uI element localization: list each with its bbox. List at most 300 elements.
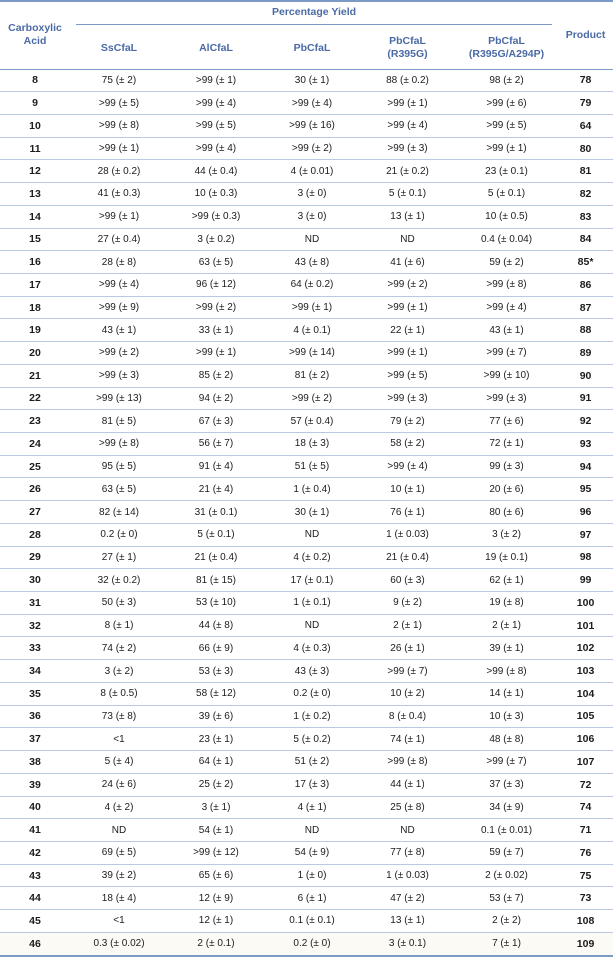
yield-cell: 21 (± 0.2)	[360, 160, 455, 183]
yield-cell: 43 (± 1)	[455, 319, 558, 342]
product-cell: 94	[558, 455, 613, 478]
product-cell: 107	[558, 751, 613, 774]
table-row	[0, 251, 613, 274]
acid-cell: 30	[0, 569, 70, 592]
product-cell: 95	[558, 478, 613, 501]
table-row	[0, 455, 613, 478]
yield-cell: >99 (± 7)	[455, 751, 558, 774]
yield-cell: 18 (± 4)	[70, 887, 168, 910]
table-row	[0, 705, 613, 728]
table-row	[0, 205, 613, 228]
yield-cell: >99 (± 4)	[360, 455, 455, 478]
product-cell: 98	[558, 546, 613, 569]
yield-cell: >99 (± 4)	[70, 273, 168, 296]
yield-cell: 20 (± 6)	[455, 478, 558, 501]
product-cell: 93	[558, 433, 613, 456]
yield-cell: 10 (± 1)	[360, 478, 455, 501]
table-row	[0, 92, 613, 115]
table-row	[0, 592, 613, 615]
yield-cell: 19 (± 8)	[455, 592, 558, 615]
yield-cell: 5 (± 4)	[70, 751, 168, 774]
yield-cell: ND	[70, 819, 168, 842]
yield-cell: >99 (± 1)	[360, 342, 455, 365]
yield-cell: 4 (± 0.3)	[264, 637, 360, 660]
yield-cell: 26 (± 1)	[360, 637, 455, 660]
yield-cell: 2 (± 1)	[455, 614, 558, 637]
acid-cell: 21	[0, 364, 70, 387]
product-cell: 97	[558, 523, 613, 546]
acid-cell: 13	[0, 183, 70, 206]
product-cell: 102	[558, 637, 613, 660]
acid-cell: 40	[0, 796, 70, 819]
yield-cell: 41 (± 0.3)	[70, 183, 168, 206]
yield-cell: >99 (± 8)	[70, 114, 168, 137]
product-cell: 106	[558, 728, 613, 751]
yield-cell: >99 (± 7)	[360, 660, 455, 683]
yield-cell: 0.1 (± 0.01)	[455, 819, 558, 842]
yield-cell: 51 (± 5)	[264, 455, 360, 478]
yield-cell: >99 (± 5)	[360, 364, 455, 387]
yield-cell: 13 (± 1)	[360, 205, 455, 228]
yield-cell: 18 (± 3)	[264, 433, 360, 456]
yield-cell: 4 (± 0.01)	[264, 160, 360, 183]
table-row	[0, 296, 613, 319]
yield-cell: 21 (± 0.4)	[168, 546, 264, 569]
yield-cell: 0.1 (± 0.1)	[264, 910, 360, 933]
yield-cell: 77 (± 8)	[360, 841, 455, 864]
yield-cell: 41 (± 6)	[360, 251, 455, 274]
yield-cell: 72 (± 1)	[455, 433, 558, 456]
yield-cell: >99 (± 8)	[455, 273, 558, 296]
yield-cell: 94 (± 2)	[168, 387, 264, 410]
acid-cell: 41	[0, 819, 70, 842]
yield-cell: 44 (± 0.4)	[168, 160, 264, 183]
yield-cell: 59 (± 2)	[455, 251, 558, 274]
yield-cell: 58 (± 12)	[168, 682, 264, 705]
yield-cell: 6 (± 1)	[264, 887, 360, 910]
yield-cell: >99 (± 2)	[168, 296, 264, 319]
table-row	[0, 273, 613, 296]
product-cell: 83	[558, 205, 613, 228]
table-row	[0, 796, 613, 819]
yield-cell: 10 (± 0.5)	[455, 205, 558, 228]
table-row	[0, 660, 613, 683]
yield-cell: >99 (± 3)	[360, 137, 455, 160]
enzyme-header-line1: PbCfaL	[389, 35, 426, 48]
percentage-yield-label: Percentage Yield	[76, 6, 552, 25]
enzyme-header-line1: PbCfaL	[488, 35, 525, 48]
yield-cell: >99 (± 4)	[168, 137, 264, 160]
yield-cell: 82 (± 14)	[70, 501, 168, 524]
yield-cell: 2 (± 2)	[455, 910, 558, 933]
product-cell: 71	[558, 819, 613, 842]
yield-cell: >99 (± 4)	[264, 92, 360, 115]
table-row	[0, 478, 613, 501]
yield-cell: 3 (± 2)	[70, 660, 168, 683]
yield-cell: 1 (± 0)	[264, 864, 360, 887]
product-cell: 74	[558, 796, 613, 819]
yield-cell: 81 (± 2)	[264, 364, 360, 387]
yield-cell: >99 (± 14)	[264, 342, 360, 365]
acid-cell: 36	[0, 705, 70, 728]
acid-cell: 28	[0, 523, 70, 546]
acid-cell: 20	[0, 342, 70, 365]
table-row	[0, 523, 613, 546]
yield-cell: <1	[70, 728, 168, 751]
yield-cell: ND	[264, 614, 360, 637]
yield-cell: 8 (± 1)	[70, 614, 168, 637]
yield-cell: 98 (± 2)	[455, 69, 558, 92]
product-cell: 87	[558, 296, 613, 319]
yield-cell: 27 (± 0.4)	[70, 228, 168, 251]
yield-cell: 1 (± 0.03)	[360, 523, 455, 546]
yield-cell: 39 (± 6)	[168, 705, 264, 728]
acid-cell: 35	[0, 682, 70, 705]
acid-cell: 27	[0, 501, 70, 524]
acid-cell: 24	[0, 433, 70, 456]
acid-cell: 18	[0, 296, 70, 319]
product-cell: 85*	[558, 251, 613, 274]
yield-cell: 19 (± 0.1)	[455, 546, 558, 569]
table-row	[0, 387, 613, 410]
yield-cell: 1 (± 0.4)	[264, 478, 360, 501]
yield-cell: >99 (± 5)	[455, 114, 558, 137]
yield-cell: >99 (± 8)	[70, 433, 168, 456]
yield-cell: >99 (± 4)	[168, 92, 264, 115]
product-cell: 99	[558, 569, 613, 592]
yield-cell: 74 (± 2)	[70, 637, 168, 660]
acid-cell: 23	[0, 410, 70, 433]
yield-cell: 95 (± 5)	[70, 455, 168, 478]
yield-cell: 13 (± 1)	[360, 910, 455, 933]
carboxylic-acid-header	[0, 1, 70, 69]
acid-cell: 11	[0, 137, 70, 160]
yield-cell: >99 (± 13)	[70, 387, 168, 410]
product-cell: 109	[558, 932, 613, 955]
yield-cell: 91 (± 4)	[168, 455, 264, 478]
yield-cell: 9 (± 2)	[360, 592, 455, 615]
table-row	[0, 841, 613, 864]
yield-cell: 0.2 (± 0)	[70, 523, 168, 546]
yield-cell: 85 (± 2)	[168, 364, 264, 387]
yield-cell: >99 (± 7)	[455, 342, 558, 365]
yield-cell: >99 (± 2)	[360, 273, 455, 296]
yield-cell: ND	[360, 228, 455, 251]
yield-cell: 5 (± 0.1)	[455, 183, 558, 206]
yield-cell: 0.2 (± 0)	[264, 932, 360, 955]
yield-cell: >99 (± 1)	[455, 137, 558, 160]
yield-cell: >99 (± 5)	[70, 92, 168, 115]
yield-cell: 3 (± 1)	[168, 796, 264, 819]
yield-cell: >99 (± 1)	[70, 137, 168, 160]
yield-cell: 1 (± 0.2)	[264, 705, 360, 728]
yield-cell: >99 (± 1)	[360, 92, 455, 115]
yield-cell: 39 (± 2)	[70, 864, 168, 887]
yield-cell: 7 (± 1)	[455, 932, 558, 955]
yield-cell: >99 (± 10)	[455, 364, 558, 387]
yield-cell: 17 (± 3)	[264, 773, 360, 796]
product-cell: 82	[558, 183, 613, 206]
yield-cell: 3 (± 0)	[264, 183, 360, 206]
yield-cell: 50 (± 3)	[70, 592, 168, 615]
enzyme-header-line1: PbCfaL	[293, 41, 331, 54]
table-row	[0, 433, 613, 456]
table-row	[0, 410, 613, 433]
table-row	[0, 319, 613, 342]
yield-cell: 53 (± 10)	[168, 592, 264, 615]
yield-cell: 4 (± 0.2)	[264, 546, 360, 569]
yield-cell: 63 (± 5)	[168, 251, 264, 274]
yield-cell: 34 (± 9)	[455, 796, 558, 819]
enzyme-header	[168, 28, 264, 69]
yield-cell: 81 (± 5)	[70, 410, 168, 433]
table-row	[0, 183, 613, 206]
yield-cell: 22 (± 1)	[360, 319, 455, 342]
table-row	[0, 682, 613, 705]
acid-cell: 42	[0, 841, 70, 864]
yield-cell: 54 (± 9)	[264, 841, 360, 864]
yield-cell: 43 (± 1)	[70, 319, 168, 342]
table-row	[0, 501, 613, 524]
table-row	[0, 114, 613, 137]
table-row	[0, 864, 613, 887]
yield-cell: >99 (± 3)	[360, 387, 455, 410]
product-cell: 75	[558, 864, 613, 887]
yield-cell: 2 (± 0.1)	[168, 932, 264, 955]
yield-cell: 54 (± 1)	[168, 819, 264, 842]
table-row	[0, 342, 613, 365]
product-cell: 64	[558, 114, 613, 137]
product-cell: 81	[558, 160, 613, 183]
product-cell: 84	[558, 228, 613, 251]
acid-cell: 8	[0, 69, 70, 92]
table-row	[0, 228, 613, 251]
enzyme-header	[360, 28, 455, 69]
yield-cell: >99 (± 0.3)	[168, 205, 264, 228]
header-row-top	[0, 1, 613, 28]
yield-cell: 0.3 (± 0.02)	[70, 932, 168, 955]
yield-cell: 23 (± 1)	[168, 728, 264, 751]
acid-cell: 46	[0, 932, 70, 955]
yield-cell: 2 (± 0.02)	[455, 864, 558, 887]
yield-cell: >99 (± 1)	[264, 296, 360, 319]
yield-cell: 59 (± 7)	[455, 841, 558, 864]
acid-cell: 32	[0, 614, 70, 637]
acid-cell: 12	[0, 160, 70, 183]
yield-cell: >99 (± 8)	[360, 751, 455, 774]
yield-cell: >99 (± 1)	[168, 342, 264, 365]
yield-cell: 21 (± 4)	[168, 478, 264, 501]
table-row	[0, 728, 613, 751]
acid-cell: 9	[0, 92, 70, 115]
yield-cell: ND	[264, 819, 360, 842]
table-row	[0, 637, 613, 660]
product-cell: 89	[558, 342, 613, 365]
yield-cell: 44 (± 8)	[168, 614, 264, 637]
acid-cell: 43	[0, 864, 70, 887]
product-cell: 103	[558, 660, 613, 683]
yield-cell: >99 (± 2)	[264, 137, 360, 160]
yield-cell: 76 (± 1)	[360, 501, 455, 524]
yield-cell: 28 (± 0.2)	[70, 160, 168, 183]
yield-cell: 64 (± 0.2)	[264, 273, 360, 296]
yield-cell: 3 (± 0)	[264, 205, 360, 228]
yield-cell: 1 (± 0.1)	[264, 592, 360, 615]
product-cell: 73	[558, 887, 613, 910]
yield-cell: 0.4 (± 0.04)	[455, 228, 558, 251]
yield-cell: >99 (± 6)	[455, 92, 558, 115]
yield-cell: 75 (± 2)	[70, 69, 168, 92]
table-row	[0, 887, 613, 910]
yield-cell: 3 (± 0.2)	[168, 228, 264, 251]
table-row	[0, 137, 613, 160]
product-cell: 90	[558, 364, 613, 387]
acid-cell: 38	[0, 751, 70, 774]
yield-cell: 58 (± 2)	[360, 433, 455, 456]
acid-cell: 25	[0, 455, 70, 478]
yield-cell: 12 (± 1)	[168, 910, 264, 933]
acid-cell: 15	[0, 228, 70, 251]
yield-cell: 25 (± 8)	[360, 796, 455, 819]
yield-cell: 3 (± 0.1)	[360, 932, 455, 955]
yield-cell: 14 (± 1)	[455, 682, 558, 705]
yield-cell: >99 (± 4)	[455, 296, 558, 319]
yield-cell: 0.2 (± 0)	[264, 682, 360, 705]
acid-cell: 16	[0, 251, 70, 274]
enzyme-header-line1: AlCfaL	[199, 41, 233, 54]
acid-cell: 17	[0, 273, 70, 296]
yield-cell: ND	[360, 819, 455, 842]
acid-cell: 33	[0, 637, 70, 660]
yield-cell: 4 (± 2)	[70, 796, 168, 819]
yield-cell: ND	[264, 523, 360, 546]
yield-cell: 53 (± 7)	[455, 887, 558, 910]
yield-cell: 3 (± 2)	[455, 523, 558, 546]
yield-cell: 25 (± 2)	[168, 773, 264, 796]
yield-cell: 4 (± 0.1)	[264, 319, 360, 342]
yield-cell: >99 (± 5)	[168, 114, 264, 137]
product-cell: 72	[558, 773, 613, 796]
yield-cell: 88 (± 0.2)	[360, 69, 455, 92]
yield-cell: 60 (± 3)	[360, 569, 455, 592]
yield-cell: >99 (± 3)	[70, 364, 168, 387]
acid-cell: 31	[0, 592, 70, 615]
yield-cell: >99 (± 1)	[70, 205, 168, 228]
yield-cell: 63 (± 5)	[70, 478, 168, 501]
yield-cell: >99 (± 2)	[264, 387, 360, 410]
yield-cell: >99 (± 4)	[360, 114, 455, 137]
yield-cell: 12 (± 9)	[168, 887, 264, 910]
product-cell: 105	[558, 705, 613, 728]
yield-cell: ND	[264, 228, 360, 251]
yield-cell: >99 (± 12)	[168, 841, 264, 864]
yield-cell: 74 (± 1)	[360, 728, 455, 751]
yield-cell: 30 (± 1)	[264, 69, 360, 92]
yield-cell: >99 (± 1)	[168, 69, 264, 92]
carboxylic-acid-header-line1: Carboxylic	[8, 22, 62, 35]
yield-cell: 56 (± 7)	[168, 433, 264, 456]
product-cell: 80	[558, 137, 613, 160]
percentage-yield-header	[70, 1, 558, 28]
table-row	[0, 364, 613, 387]
yield-cell: 10 (± 2)	[360, 682, 455, 705]
yield-cell: 28 (± 8)	[70, 251, 168, 274]
acid-cell: 26	[0, 478, 70, 501]
yield-cell: 30 (± 1)	[264, 501, 360, 524]
acid-cell: 37	[0, 728, 70, 751]
acid-cell: 34	[0, 660, 70, 683]
yield-cell: 10 (± 0.3)	[168, 183, 264, 206]
yield-cell: 81 (± 15)	[168, 569, 264, 592]
yield-cell: 8 (± 0.5)	[70, 682, 168, 705]
enzyme-header	[70, 28, 168, 69]
yield-cell: 43 (± 3)	[264, 660, 360, 683]
product-cell: 100	[558, 592, 613, 615]
table-body	[0, 69, 613, 956]
yield-cell: 79 (± 2)	[360, 410, 455, 433]
product-cell: 104	[558, 682, 613, 705]
enzyme-header	[264, 28, 360, 69]
table-row	[0, 69, 613, 92]
acid-cell: 10	[0, 114, 70, 137]
acid-cell: 44	[0, 887, 70, 910]
yield-cell: 66 (± 9)	[168, 637, 264, 660]
table-row	[0, 546, 613, 569]
yield-cell: 32 (± 0.2)	[70, 569, 168, 592]
yield-cell: 24 (± 6)	[70, 773, 168, 796]
yield-cell: 65 (± 6)	[168, 864, 264, 887]
acid-cell: 19	[0, 319, 70, 342]
enzyme-header-line1: SsCfaL	[100, 41, 138, 54]
product-cell: 76	[558, 841, 613, 864]
yield-cell: 33 (± 1)	[168, 319, 264, 342]
yield-cell: >99 (± 3)	[455, 387, 558, 410]
yield-cell: 73 (± 8)	[70, 705, 168, 728]
yield-cell: 5 (± 0.2)	[264, 728, 360, 751]
yield-cell: 67 (± 3)	[168, 410, 264, 433]
table-row	[0, 160, 613, 183]
product-cell: 86	[558, 273, 613, 296]
yield-cell: 37 (± 3)	[455, 773, 558, 796]
yield-cell: 62 (± 1)	[455, 569, 558, 592]
carboxylic-acid-header-line2: Acid	[23, 35, 47, 48]
table-header	[0, 1, 613, 69]
yield-cell: 47 (± 2)	[360, 887, 455, 910]
yield-cell: 1 (± 0.03)	[360, 864, 455, 887]
acid-cell: 39	[0, 773, 70, 796]
yield-cell: 77 (± 6)	[455, 410, 558, 433]
acid-cell: 29	[0, 546, 70, 569]
table-row	[0, 819, 613, 842]
yield-cell: 53 (± 3)	[168, 660, 264, 683]
yield-cell: <1	[70, 910, 168, 933]
yield-cell: >99 (± 1)	[360, 296, 455, 319]
yield-cell: 99 (± 3)	[455, 455, 558, 478]
yield-cell: 48 (± 8)	[455, 728, 558, 751]
table-row	[0, 773, 613, 796]
yield-cell: 80 (± 6)	[455, 501, 558, 524]
product-cell: 101	[558, 614, 613, 637]
table-row	[0, 614, 613, 637]
yield-cell: 39 (± 1)	[455, 637, 558, 660]
table-row	[0, 910, 613, 933]
product-cell: 88	[558, 319, 613, 342]
yield-cell: >99 (± 16)	[264, 114, 360, 137]
table-row	[0, 751, 613, 774]
yield-cell: 44 (± 1)	[360, 773, 455, 796]
yield-cell: 8 (± 0.4)	[360, 705, 455, 728]
yield-cell: 96 (± 12)	[168, 273, 264, 296]
